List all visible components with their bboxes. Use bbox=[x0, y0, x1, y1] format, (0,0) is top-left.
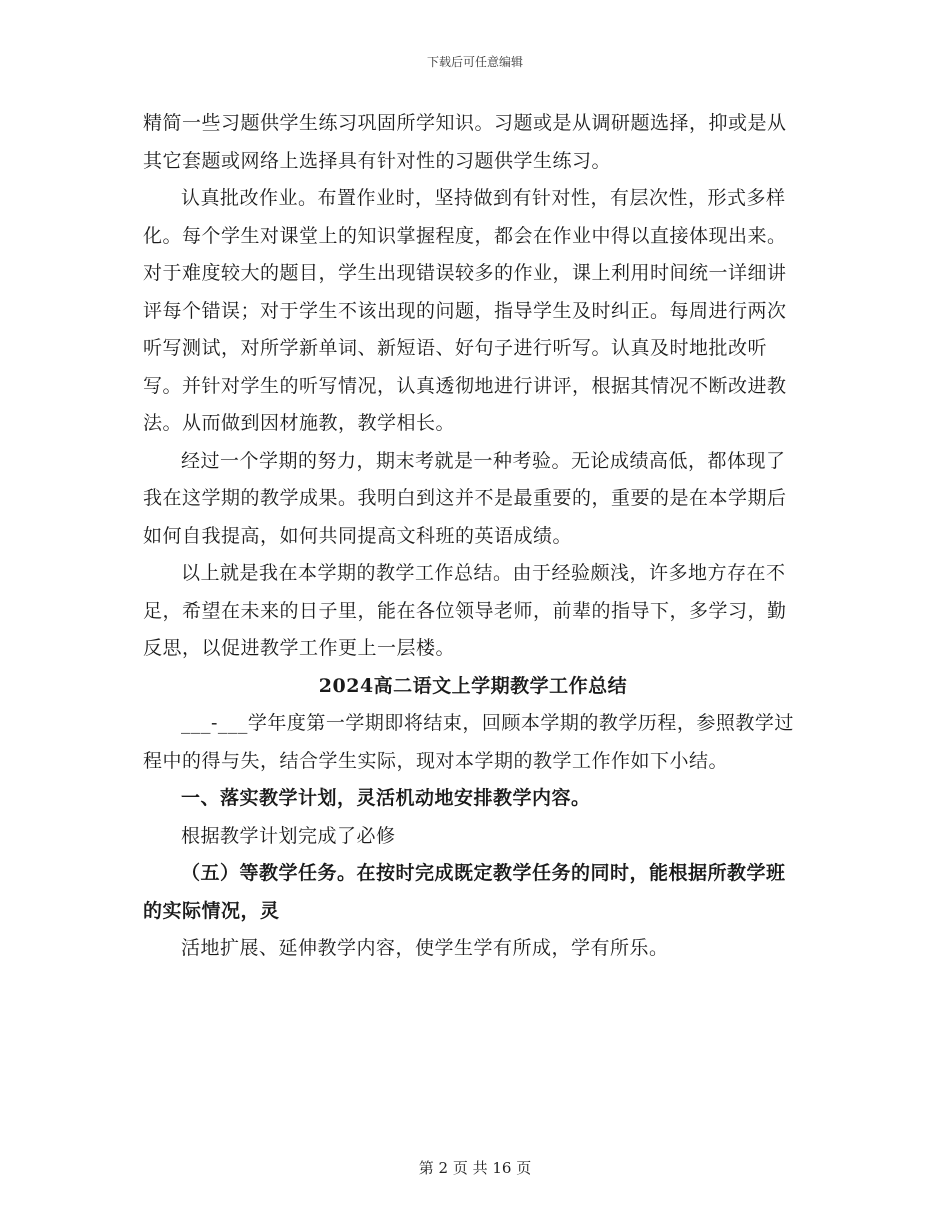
paragraph-summary: 以上就是我在本学期的教学工作总结。由于经验颇浅，许多地方存在不足，希望在未来的日子里，能在各位领导老师，前辈的指导下，多学习，勤反思，以促进教学工作更上一层楼。 bbox=[143, 562, 787, 659]
paragraph-continuation: 精简一些习题供学生练习巩固所学知识。习题或是从调研题选择，抑或是从其它套题或网络上选择具有针对性的习题供学生练习。 bbox=[143, 112, 787, 172]
paragraph-plan-start: 根据教学计划完成了必修 bbox=[181, 824, 396, 847]
paragraph-homework: 认真批改作业。布置作业时，坚持做到有针对性，有层次性，形式多样化。每个学生对课堂上的知识掌握程度，都会在作业中得以直接体现出来。对于难度较大的题目，学生出现错误较多的作业，课上利用时间统一详细讲评每个错误；对于学生不该出现的问题，指导学生及时纠正。每周进行两次听写测试，对所学新单词、新短语、好句子进行听写。认真及时地批改听写。并针对学生的听写情况，认真透彻地进行讲评，根据其情况不断改进教法。从而做到因材施教，教学相长。 bbox=[143, 187, 787, 434]
paragraph-final-exam: 经过一个学期的努力，期末考就是一种考验。无论成绩高低，都体现了我在这学期的教学成果。我明白到这并不是最重要的，重要的是在本学期后如何自我提高，如何共同提高文科班的英语成绩。 bbox=[143, 449, 787, 547]
document-body bbox=[143, 105, 803, 968]
heading-teaching-plan: 一、落实教学计划，灵活机动地安排教学内容。 bbox=[181, 787, 591, 809]
section-title: 2024高二语文上学期教学工作总结 bbox=[318, 674, 628, 697]
page-number-footer: 第 2 页 共 16 页 bbox=[418, 1159, 532, 1177]
paragraph-plan-end: 活地扩展、延伸教学内容，使学生学有所成，学有所乐。 bbox=[181, 937, 669, 959]
page-header-note: 下载后可任意编辑 bbox=[426, 55, 523, 69]
paragraph-intro: ___-___学年度第一学期即将结束，回顾本学期的教学历程，参照教学过程中的得与失，结合学生实际，现对本学期的教学工作作如下小结。 bbox=[143, 712, 794, 772]
paragraph-plan-bold: （五）等教学任务。在按时完成既定教学任务的同时，能根据所教学班的实际情况，灵 bbox=[143, 862, 786, 922]
